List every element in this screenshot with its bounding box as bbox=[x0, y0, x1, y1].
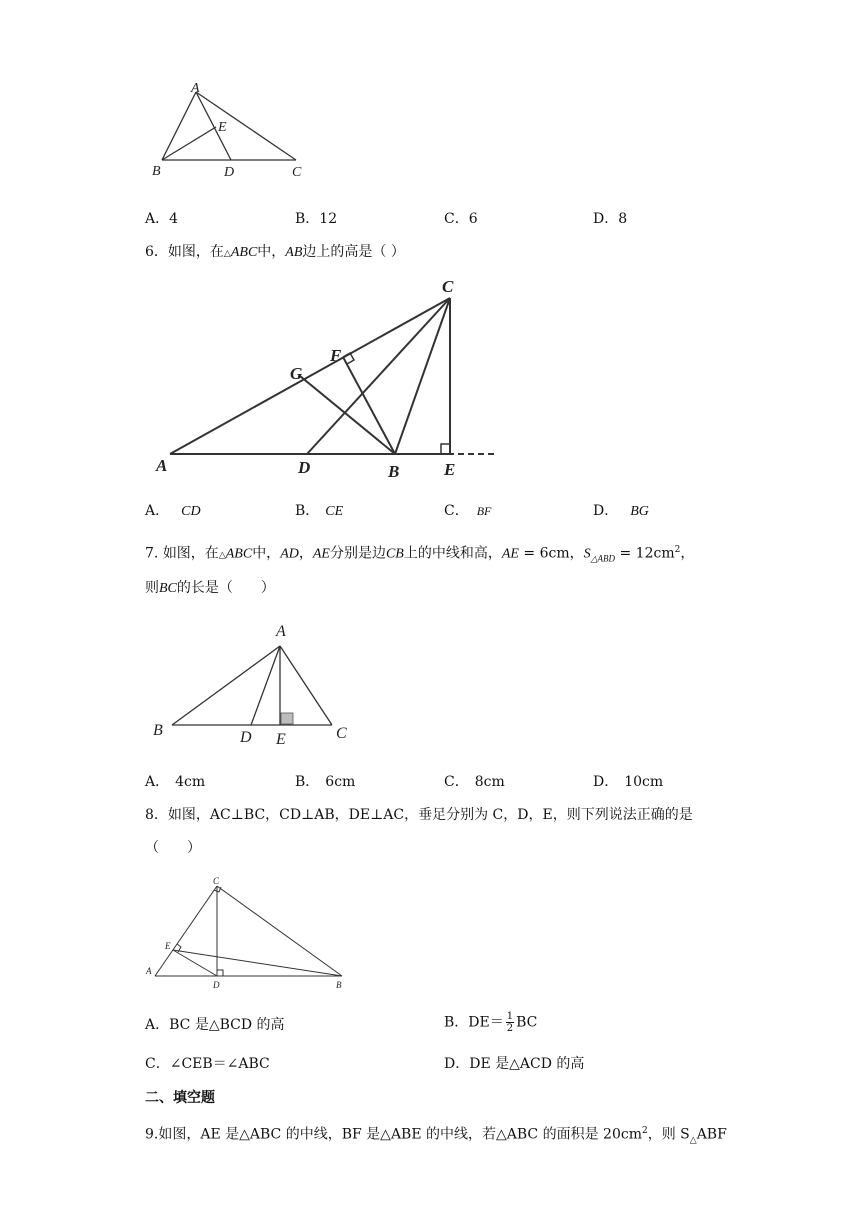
q7-option-a[interactable]: A． 4cm bbox=[145, 774, 206, 790]
q8-label-e: E bbox=[165, 941, 171, 951]
q6-option-a[interactable]: A． CD bbox=[145, 503, 201, 519]
q8-option-b[interactable]: B．DE＝ $\frac{1}{2}$ BC bbox=[444, 1011, 538, 1034]
q5-option-d[interactable]: D．8 bbox=[593, 211, 628, 227]
q7-option-c[interactable]: C． 8cm bbox=[444, 774, 505, 790]
q9-question: 9.如图，AE 是△ABC 的中线，BF 是△ABE 的中线，若△ABC 的面积是 $20cm^2$，则 $S_\triangle ABF$ bbox=[145, 1126, 727, 1146]
q5-label-d: D bbox=[224, 165, 235, 180]
q8-option-d[interactable]: D．DE 是△ACD 的高 bbox=[444, 1056, 585, 1072]
q8-option-c[interactable]: C．∠CEB＝∠ABC bbox=[145, 1056, 270, 1072]
q7-label-c: C bbox=[336, 725, 347, 742]
q6-option-c[interactable]: C． BF bbox=[444, 503, 492, 519]
q5-option-c[interactable]: C．6 bbox=[444, 211, 478, 227]
q6-figure bbox=[140, 272, 510, 482]
q8-option-a[interactable]: A．BC 是△BCD 的高 bbox=[145, 1017, 285, 1033]
q8-label-d: D bbox=[213, 980, 220, 990]
q7-figure bbox=[148, 618, 360, 750]
q7-question-line2: 则BC的长是（ ） bbox=[145, 580, 275, 596]
q5-option-a[interactable]: A．4 bbox=[145, 211, 179, 227]
q8-question: 8．如图，AC⊥BC，CD⊥AB，DE⊥AC，垂足分别为 C，D，E，则下列说法正确的是 bbox=[145, 807, 693, 823]
q6-label-d: D bbox=[298, 458, 311, 477]
q8-label-b: B bbox=[336, 980, 342, 990]
q5-label-b: B bbox=[152, 164, 161, 179]
q6-option-d[interactable]: D． BG bbox=[593, 503, 649, 519]
q7-label-a: A bbox=[276, 623, 286, 640]
q5-label-e: E bbox=[218, 120, 227, 135]
q5-option-b[interactable]: B．12 bbox=[295, 211, 338, 227]
q7-label-e: E bbox=[276, 731, 286, 748]
q8-figure bbox=[140, 872, 350, 992]
q7-option-d[interactable]: D． 10cm bbox=[593, 774, 664, 790]
q5-label-c: C bbox=[292, 165, 302, 180]
q6-question: 6．如图，在△ABC中，AB边上的高是（ ） bbox=[145, 244, 405, 260]
q7-option-b[interactable]: B． 6cm bbox=[295, 774, 356, 790]
q6-label-a: A bbox=[156, 456, 168, 475]
q7-label-b: B bbox=[153, 722, 163, 739]
q6-label-g: G bbox=[290, 364, 303, 383]
q6-label-c: C bbox=[442, 277, 454, 296]
q5-label-a: A bbox=[191, 81, 200, 96]
q8-label-a: A bbox=[146, 966, 152, 976]
q6-label-f: F bbox=[330, 346, 342, 365]
q6-option-b[interactable]: B． CE bbox=[295, 503, 344, 519]
section-title: 二、填空题 bbox=[145, 1090, 215, 1106]
q7-question-line1: 7. 如图，在△ABC中，AD，AE分别是边CB上的中线和高，AE = 6cm，$S_{\triangle ABD} = 12cm^2$， bbox=[145, 545, 695, 564]
q6-label-b: B bbox=[388, 462, 400, 481]
q8-fraction: $\frac{1}{2}$ bbox=[506, 1011, 514, 1034]
q8-label-c: C bbox=[213, 876, 220, 886]
q5-figure bbox=[140, 80, 320, 180]
q7-label-d: D bbox=[240, 729, 252, 746]
q6-label-e: E bbox=[444, 460, 456, 479]
q8-answer-paren: （ ） bbox=[145, 840, 201, 856]
